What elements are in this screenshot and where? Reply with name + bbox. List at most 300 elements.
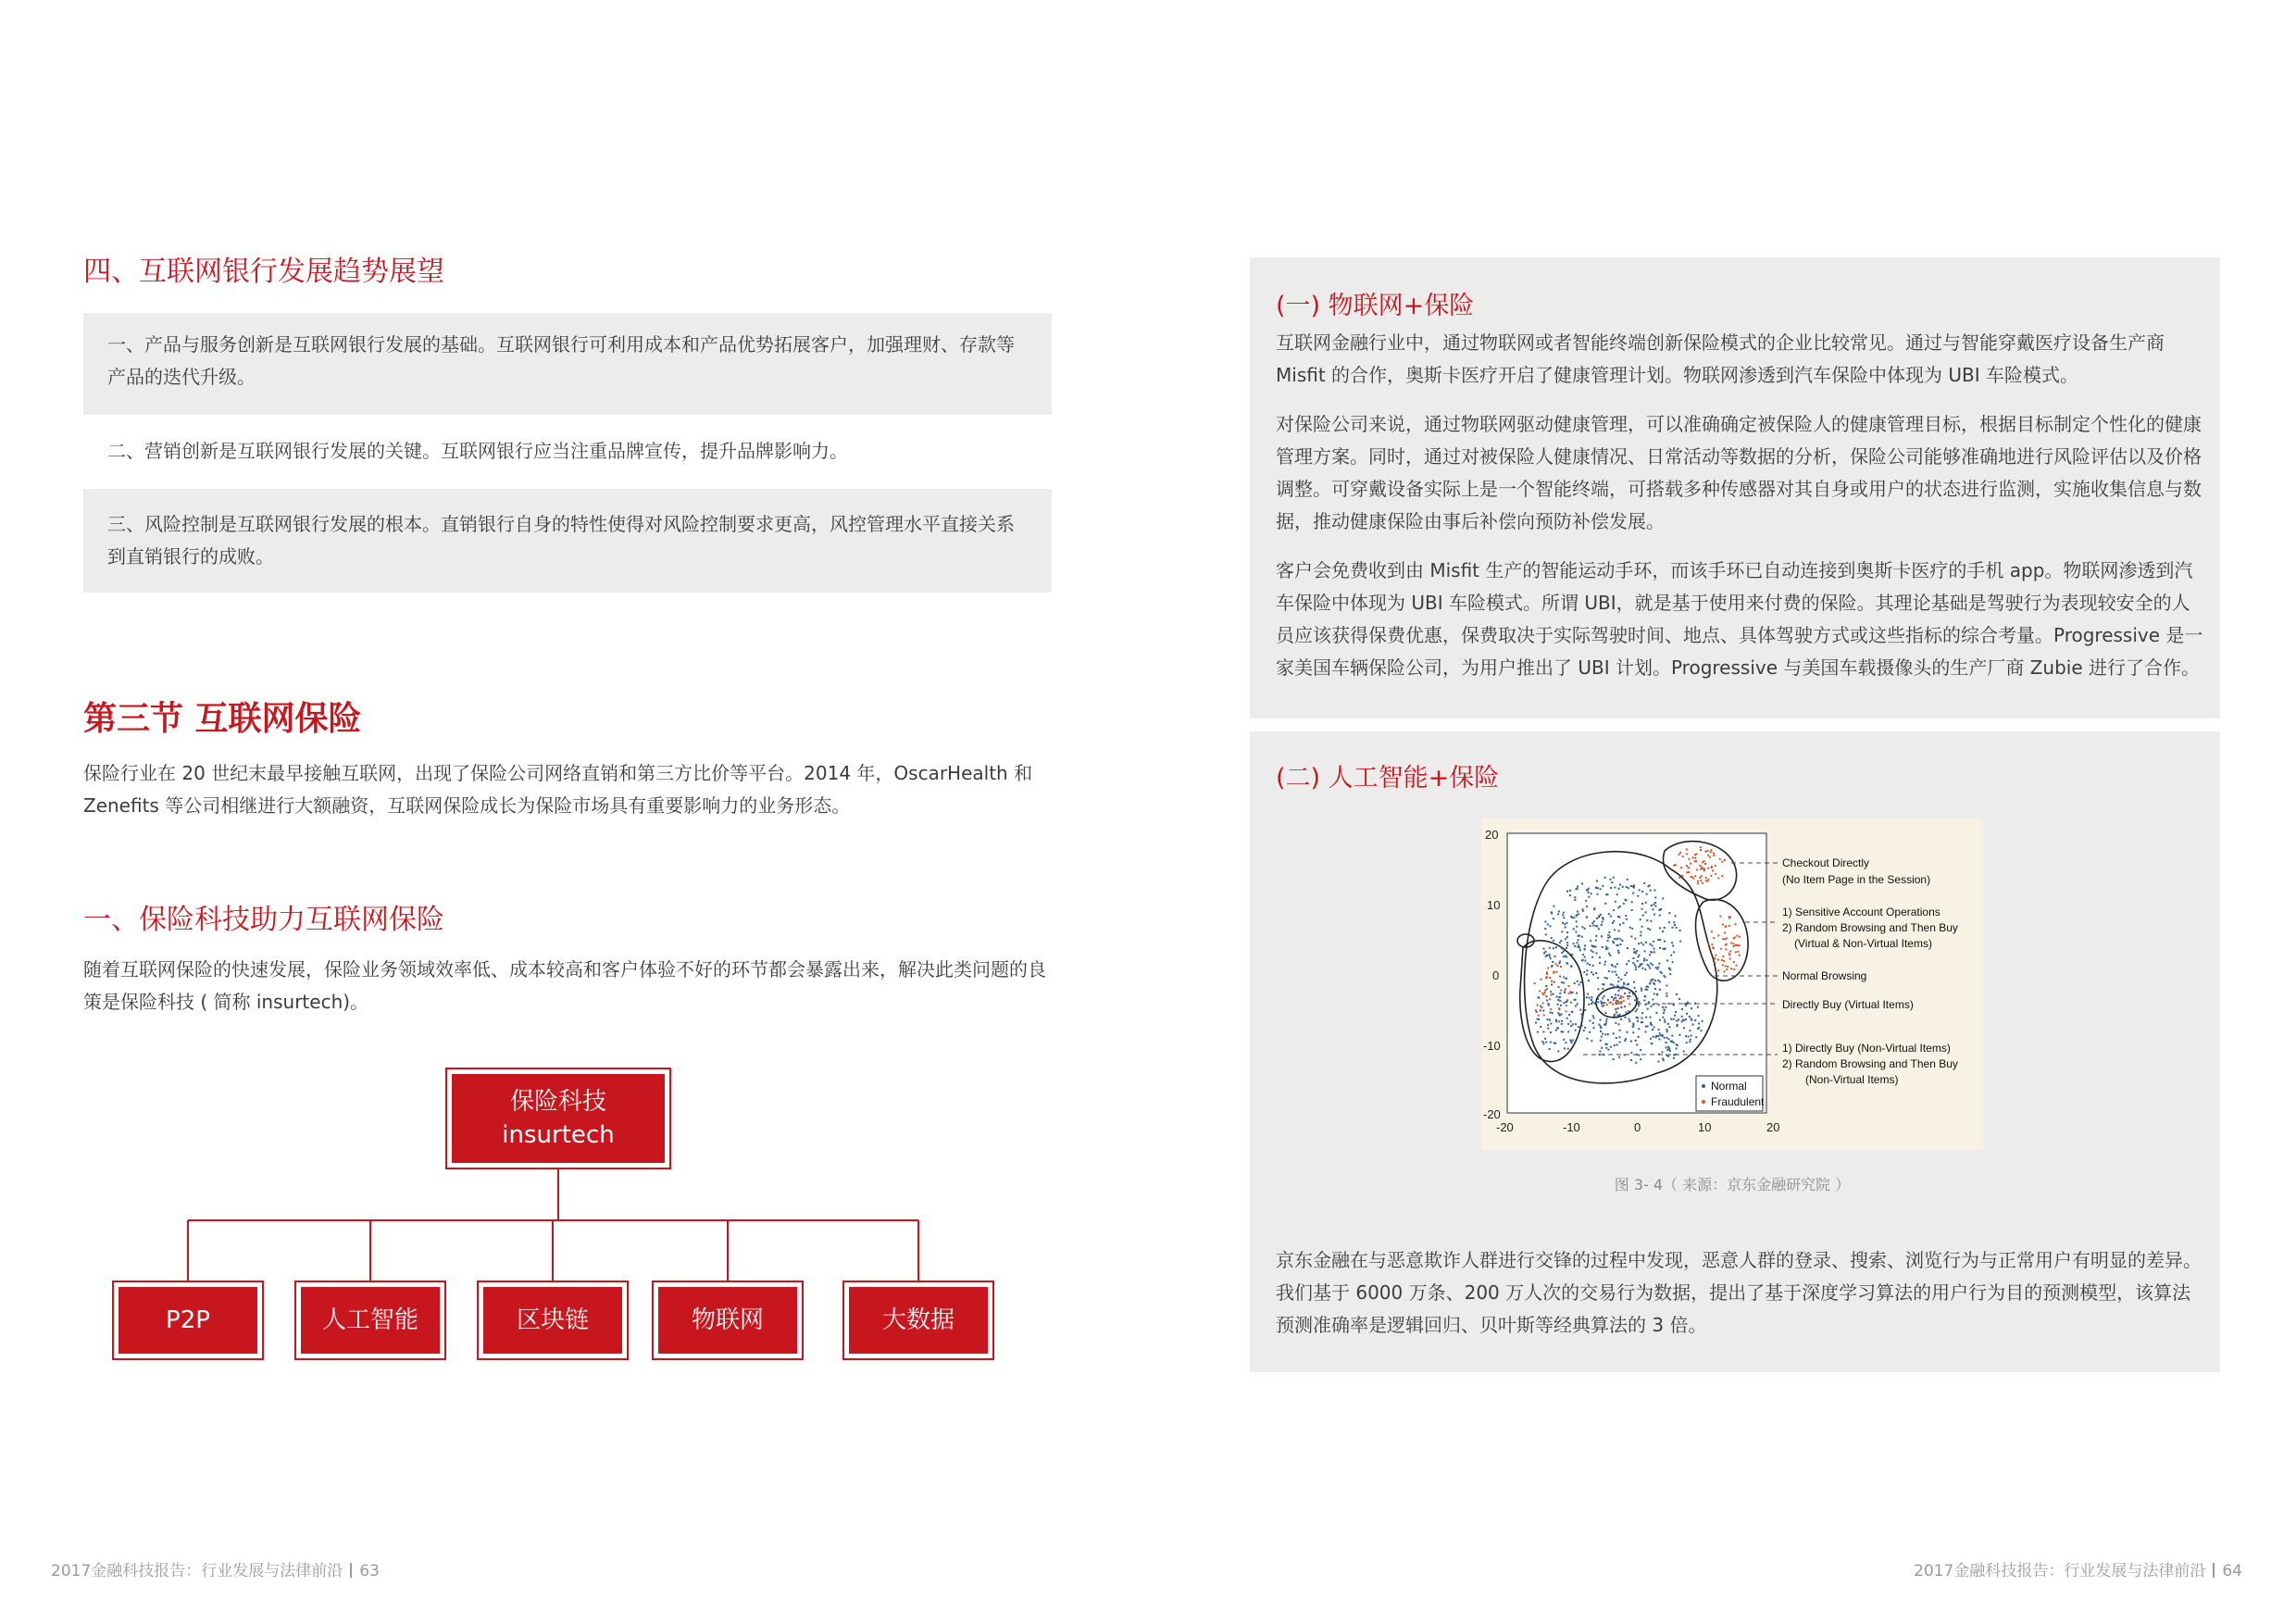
scatter-point [1551, 981, 1553, 982]
scatter-point [1662, 898, 1664, 900]
scatter-point [1683, 1051, 1685, 1053]
iot-body [1276, 327, 2207, 701]
scatter-point [1653, 979, 1654, 981]
scatter-point [1711, 943, 1713, 945]
scatter-point [1560, 966, 1562, 968]
scatter-point [1678, 1018, 1679, 1020]
scatter-point [1622, 922, 1624, 924]
scatter-point [1713, 855, 1715, 856]
scatter-point [1639, 955, 1641, 956]
scatter-point [1640, 918, 1641, 920]
scatter-point [1562, 922, 1564, 924]
scatter-point [1676, 927, 1678, 929]
scatter-point [1615, 966, 1616, 968]
scatter-point [1573, 943, 1575, 944]
scatter-point [1683, 1019, 1685, 1021]
scatter-point [1612, 1004, 1614, 1006]
scatter-point [1619, 1030, 1621, 1031]
org-chart-node-ai: 人工智能 [301, 1287, 440, 1354]
scatter-point [1616, 974, 1617, 976]
scatter-point [1566, 963, 1568, 965]
scatter-point [1547, 1018, 1549, 1020]
scatter-point [1566, 931, 1568, 933]
scatter-point [1546, 955, 1548, 956]
scatter-point [1554, 956, 1556, 957]
scatter-point [1559, 1008, 1561, 1010]
scatter-point [1656, 968, 1658, 970]
scatter-point [1626, 972, 1628, 974]
scatter-point [1737, 944, 1739, 946]
scatter-point [1672, 927, 1674, 929]
scatter-point [1610, 1046, 1612, 1048]
scatter-point [1668, 1038, 1670, 1040]
scatter-point [1564, 1047, 1566, 1049]
scatter-point [1534, 982, 1536, 984]
scatter-point [1613, 920, 1615, 922]
scatter-point [1690, 863, 1691, 865]
scatter-point [1581, 1025, 1583, 1027]
scatter-point [1619, 1042, 1621, 1043]
scatter-point [1721, 875, 1723, 877]
scatter-point [1700, 846, 1702, 848]
scatter-point [1685, 1018, 1687, 1020]
scatter-point [1567, 1031, 1569, 1032]
scatter-point [1651, 1006, 1653, 1007]
scatter-point [1584, 949, 1586, 951]
scatter-point [1607, 1033, 1609, 1035]
scatter-point [1668, 1049, 1670, 1051]
scatter-point [1688, 871, 1690, 873]
scatter-point [1539, 991, 1541, 993]
scatter-point [1714, 958, 1716, 960]
scatter-point [1540, 979, 1541, 981]
scatter-point [1566, 1005, 1567, 1006]
scatter-point [1603, 1005, 1604, 1006]
scatter-point [1641, 968, 1643, 969]
scatter-point [1602, 1033, 1603, 1035]
scatter-point [1599, 962, 1601, 964]
scatter-point [1624, 993, 1626, 994]
scatter-point [1592, 1022, 1594, 1024]
scatter-point [1560, 940, 1562, 942]
scatter-point [1597, 1001, 1599, 1003]
scatter-point [1713, 853, 1715, 855]
scatter-point [1622, 986, 1624, 988]
scatter-point [1692, 856, 1694, 858]
scatter-point [1711, 849, 1713, 851]
scatter-point [1676, 1048, 1678, 1050]
scatter-point [1613, 997, 1615, 999]
scatter-point [1605, 1020, 1607, 1022]
scatter-point [1697, 882, 1699, 884]
scatter-point [1538, 1015, 1540, 1017]
scatter-point [1576, 915, 1578, 917]
scatter-point [1661, 972, 1663, 974]
scatter-point [1717, 959, 1719, 961]
scatter-point [1619, 938, 1621, 940]
scatter-point [1630, 936, 1632, 938]
scatter-point [1570, 965, 1572, 967]
scatter-point [1652, 964, 1653, 966]
scatter-point [1711, 866, 1713, 868]
scatter-point [1633, 981, 1635, 983]
scatter-point [1638, 1028, 1640, 1030]
scatter-point [1596, 880, 1598, 881]
scatter-point [1674, 924, 1676, 926]
scatter-point [1588, 888, 1590, 890]
scatter-point [1550, 925, 1552, 927]
scatter-point [1659, 915, 1661, 917]
scatter-point [1572, 1040, 1574, 1042]
scatter-point [1619, 917, 1621, 918]
scatter-point [1640, 1058, 1641, 1060]
scatter-point [1601, 1036, 1603, 1038]
root-node-line1: 保险科技 [509, 1088, 606, 1116]
trend-item-3-text: 三、风险控制是互联网银行发展的根本。直销银行自身的特性使得对风险控制要求更高，风控管理水平直接关系到直销银行的成败。 [107, 513, 1015, 568]
scatter-point [1621, 940, 1623, 942]
scatter-point [1584, 1027, 1586, 1029]
scatter-point [1645, 1031, 1647, 1032]
scatter-point [1630, 1059, 1632, 1061]
scatter-point [1550, 1023, 1552, 1025]
scatter-point [1546, 1000, 1548, 1002]
scatter-point [1641, 988, 1642, 990]
footer-right-title: 2017金融科技报告：行业发展与法律前沿 [1914, 1562, 2206, 1580]
scatter-point [1647, 1008, 1649, 1010]
scatter-point [1614, 938, 1616, 940]
scatter-point [1571, 1011, 1573, 1013]
scatter-point [1617, 981, 1619, 982]
scatter-point [1691, 1035, 1692, 1037]
scatter-point [1686, 1042, 1688, 1043]
scatter-point [1614, 987, 1616, 989]
scatter-point [1559, 996, 1561, 998]
scatter-point [1653, 1026, 1655, 1028]
scatter-point [1643, 959, 1645, 961]
scatter-point [1591, 1001, 1593, 1003]
scatter-point [1691, 876, 1693, 878]
scatter-point [1573, 928, 1575, 930]
scatter-point [1673, 1054, 1675, 1056]
scatter-point [1537, 1031, 1539, 1033]
scatter-point [1666, 1046, 1667, 1048]
scatter-point [1589, 1031, 1591, 1033]
scatter-point [1704, 851, 1706, 853]
scatter-point [1647, 928, 1649, 930]
x-tick-0: 0 [1634, 1120, 1641, 1134]
scatter-point [1595, 935, 1597, 937]
scatter-point [1670, 955, 1672, 956]
scatter-point [1666, 959, 1668, 961]
scatter-point [1546, 988, 1548, 990]
scatter-point [1641, 963, 1643, 965]
scatter-point [1655, 1012, 1657, 1014]
scatter-point [1546, 971, 1548, 973]
scatter-point [1597, 887, 1599, 889]
scatter-point [1669, 973, 1671, 975]
scatter-point [1555, 1019, 1557, 1021]
legend-dot-fraud [1702, 1100, 1705, 1104]
scatter-point [1648, 1001, 1650, 1003]
scatter-point [1666, 1031, 1668, 1032]
annotation-sensitive: 1) Sensitive Account Operations [1782, 906, 1940, 918]
scatter-point [1632, 962, 1634, 964]
scatter-point [1582, 908, 1584, 910]
scatter-point [1605, 948, 1607, 950]
scatter-point [1635, 968, 1637, 970]
scatter-point [1722, 938, 1724, 940]
scatter-point [1593, 1003, 1595, 1005]
scatter-point [1624, 974, 1626, 976]
scatter-point [1632, 886, 1634, 888]
scatter-point [1587, 993, 1589, 995]
scatter-point [1666, 1042, 1667, 1043]
scatter-point [1700, 877, 1702, 879]
scatter-point [1627, 995, 1628, 997]
scatter-point [1610, 887, 1612, 889]
scatter-point [1686, 853, 1688, 855]
scatter-point [1688, 867, 1690, 868]
scatter-point [1613, 1032, 1615, 1034]
scatter-point [1604, 877, 1606, 879]
scatter-point [1654, 988, 1656, 990]
scatter-point [1730, 943, 1732, 944]
scatter-point [1736, 935, 1738, 937]
scatter-point [1627, 879, 1628, 881]
scatter-point [1715, 865, 1716, 867]
scatter-point [1653, 983, 1655, 985]
scatter-point [1583, 971, 1585, 973]
annotation-checkout-detail: (No Item Page in the Session) [1782, 873, 1931, 886]
scatter-point [1536, 1011, 1538, 1013]
scatter-point [1670, 1018, 1672, 1020]
scatter-point [1615, 1022, 1616, 1024]
scatter-point [1550, 1031, 1552, 1033]
scatter-point [1700, 880, 1702, 881]
scatter-point [1620, 943, 1622, 945]
scatter-point [1591, 971, 1592, 973]
scatter-point [1641, 891, 1643, 893]
scatter-point [1614, 1015, 1616, 1017]
scatter-point [1721, 861, 1723, 863]
scatter-point [1563, 956, 1565, 957]
scatter-point [1663, 1012, 1665, 1014]
scatter-point [1638, 1005, 1640, 1006]
scatter-point [1549, 947, 1551, 949]
scatter-point [1563, 982, 1565, 984]
scatter-point [1577, 981, 1578, 982]
scatter-point [1668, 1003, 1670, 1005]
scatter-point [1540, 1026, 1541, 1028]
scatter-point [1587, 1038, 1589, 1040]
scatter-point [1666, 993, 1667, 994]
scatter-point [1739, 955, 1741, 956]
scatter-point [1662, 1006, 1664, 1008]
scatter-point [1558, 962, 1560, 964]
scatter-point [1653, 914, 1655, 916]
scatter-point [1637, 956, 1639, 957]
scatter-point [1593, 1027, 1595, 1029]
scatter-point [1591, 893, 1592, 894]
scatter-point [1607, 934, 1609, 936]
scatter-point [1551, 937, 1553, 939]
scatter-point [1563, 1002, 1565, 1004]
iot-paragraph-1: 互联网金融行业中，通过物联网或者智能终端创新保险模式的企业比较常见。通过与智能穿戴医疗设备生产商 Misfit 的合作，奥斯卡医疗开启了健康管理计划。物联网渗透到汽车保险中体现为 UBI 车险模式。 [1276, 331, 2165, 386]
scatter-point [1625, 915, 1627, 917]
scatter-point [1593, 1017, 1595, 1018]
scatter-point [1615, 971, 1616, 973]
scatter-point [1617, 944, 1619, 946]
scatter-point [1553, 940, 1554, 942]
scatter-point [1620, 979, 1622, 981]
trend-item-1-text: 一、产品与服务创新是互联网银行发展的基础。互联网银行可利用成本和产品优势拓展客户，加强理财、存款等产品的迭代升级。 [107, 333, 1015, 388]
scatter-point [1662, 1057, 1664, 1059]
scatter-point [1702, 882, 1703, 884]
annotation-normal-browsing: Normal Browsing [1782, 969, 1867, 982]
scatter-point [1595, 940, 1597, 942]
y-tick-20: 20 [1485, 828, 1499, 842]
scatter-point [1698, 1015, 1700, 1017]
scatter-point [1634, 951, 1636, 953]
scatter-point [1697, 881, 1699, 882]
scatter-point [1563, 912, 1565, 914]
scatter-point [1675, 864, 1677, 866]
scatter-point [1549, 998, 1551, 1000]
scatter-point [1640, 934, 1641, 936]
scatter-point [1688, 1036, 1690, 1038]
scatter-point [1649, 954, 1651, 956]
scatter-point [1638, 1055, 1640, 1056]
scatter-point [1561, 1031, 1563, 1032]
scatter-point [1646, 959, 1648, 961]
scatter-point [1556, 965, 1558, 967]
scatter-point [1724, 970, 1726, 972]
scatter-point [1578, 935, 1580, 937]
scatter-point [1643, 1000, 1645, 1002]
scatter-point [1627, 947, 1628, 949]
iot-paragraph-2: 对保险公司来说，通过物联网驱动健康管理，可以准确确定被保险人的健康管理目标，根据目标制定个性化的健康管理方案。同时，通过对被保险人健康情况、日常活动等数据的分析，保险公司能够准确地进行风险评估以及价格调整。可穿戴设备实际上是一个智能终端，可搭载多种传感器对其自身或用户的状态进行监测，实施收集信息与数据，推动健康保险由事后补偿向预防补偿发展。 [1276, 413, 2202, 532]
scatter-point [1690, 1039, 1691, 1041]
scatter-point [1664, 1009, 1666, 1011]
scatter-point [1615, 1009, 1616, 1011]
scatter-point [1580, 1014, 1582, 1016]
scatter-point [1605, 1012, 1607, 1014]
scatter-point [1715, 873, 1716, 875]
scatter-point [1592, 925, 1594, 927]
scatter-point [1637, 998, 1639, 1000]
scatter-point [1644, 968, 1646, 970]
scatter-point [1650, 1017, 1652, 1018]
scatter-point [1737, 951, 1739, 953]
scatter-point [1720, 916, 1722, 918]
scatter-point [1691, 1007, 1692, 1009]
scatter-point [1648, 966, 1650, 968]
scatter-point [1668, 1026, 1670, 1028]
scatter-point [1622, 996, 1624, 998]
scatter-point [1551, 911, 1553, 913]
scatter-point [1582, 954, 1584, 956]
scatter-point [1567, 1048, 1569, 1050]
scatter-point [1640, 964, 1641, 966]
legend-dot-normal [1702, 1084, 1705, 1088]
scatter-point [1565, 927, 1566, 929]
scatter-point [1604, 977, 1606, 979]
scatter-point [1593, 907, 1595, 909]
scatter-point [1702, 868, 1703, 869]
scatter-point [1711, 931, 1713, 932]
scatter-point [1561, 931, 1563, 932]
scatter-point [1545, 933, 1547, 935]
scatter-point [1654, 980, 1656, 981]
scatter-point [1654, 896, 1656, 898]
scatter-point [1705, 880, 1707, 881]
scatter-point [1678, 998, 1680, 1000]
scatter-point [1608, 913, 1610, 915]
scatter-point [1584, 928, 1586, 930]
scatter-point [1558, 1014, 1560, 1016]
scatter-point [1662, 948, 1664, 950]
scatter-point [1556, 1027, 1558, 1029]
scatter-point [1600, 1040, 1602, 1042]
scatter-point [1574, 982, 1576, 984]
scatter-point [1585, 900, 1587, 902]
scatter-point [1581, 926, 1583, 928]
scatter-point [1628, 995, 1630, 997]
scatter-point [1604, 1033, 1606, 1035]
scatter-point [1598, 928, 1600, 930]
scatter-point [1630, 885, 1632, 887]
scatter-point [1638, 943, 1640, 944]
scatter-point [1558, 1020, 1560, 1022]
scatter-point [1637, 1020, 1639, 1022]
scatter-point [1581, 1017, 1583, 1018]
scatter-point [1651, 905, 1653, 906]
scatter-point [1735, 923, 1737, 925]
scatter-point [1572, 1023, 1574, 1025]
scatter-point [1671, 1035, 1673, 1037]
scatter-point [1550, 957, 1552, 959]
scatter-point [1659, 1034, 1661, 1036]
scatter-point [1573, 917, 1575, 918]
scatter-point [1586, 996, 1588, 998]
y-tick-0: 0 [1492, 968, 1500, 982]
scatter-point [1608, 931, 1610, 933]
scatter-point [1722, 923, 1724, 925]
scatter-point [1632, 893, 1634, 894]
scatter-point [1591, 1040, 1592, 1042]
scatter-point [1627, 1031, 1628, 1033]
scatter-point [1566, 936, 1568, 938]
scatter-point [1636, 950, 1638, 952]
scatter-point [1559, 961, 1561, 963]
scatter-point [1679, 852, 1681, 854]
ai-heading: (二) 人工智能+保险 [1276, 764, 1500, 793]
scatter-point [1603, 1002, 1604, 1004]
scatter-point [1548, 1005, 1550, 1006]
scatter-point [1727, 966, 1728, 968]
scatter-point [1694, 1019, 1696, 1021]
scatter-point [1613, 1058, 1615, 1060]
scatter-point [1604, 1043, 1606, 1045]
scatter-point [1635, 966, 1637, 968]
scatter-point [1549, 1019, 1551, 1021]
scatter-point [1702, 861, 1703, 863]
scatter-point [1697, 1028, 1699, 1030]
scatter-point [1570, 1040, 1572, 1042]
scatter-point [1574, 945, 1576, 947]
scatter-point [1603, 964, 1605, 966]
scatter-point [1658, 1061, 1660, 1063]
